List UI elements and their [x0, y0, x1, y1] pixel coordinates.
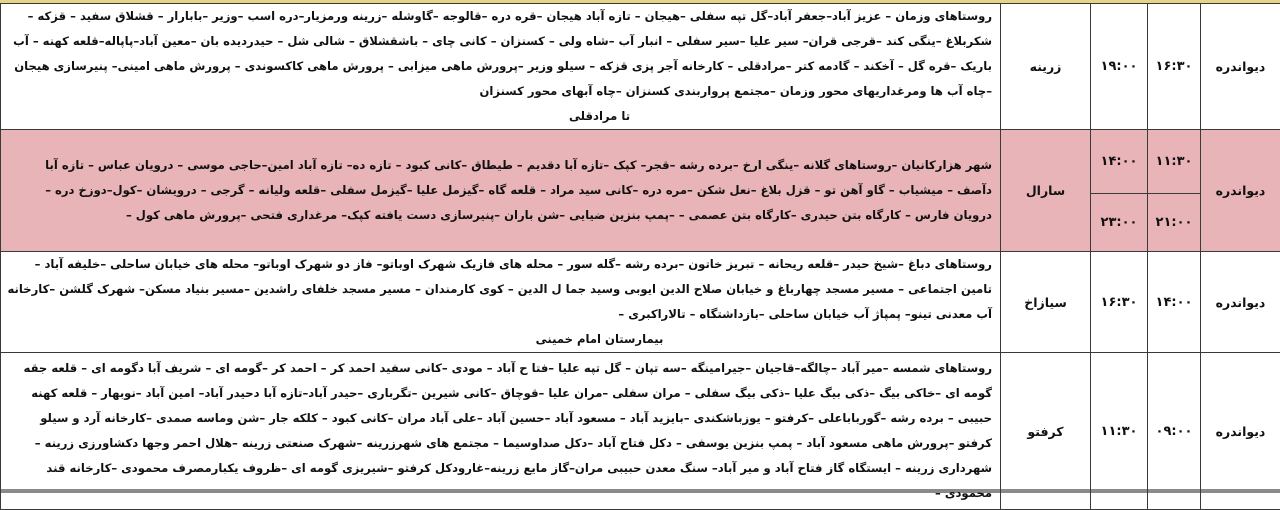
- outage-schedule-table: [0, 3, 1280, 510]
- start-time-cell: ۰۹:۰۰: [1148, 353, 1201, 510]
- end-time-cell: ۱۹:۰۰: [1091, 4, 1148, 130]
- table-row-highlighted: [1, 130, 1280, 194]
- district-cell: دیواندره: [1201, 130, 1280, 252]
- end-time-cell: ۲۳:۰۰: [1091, 194, 1148, 252]
- start-time-cell: ۱۴:۰۰: [1148, 252, 1201, 353]
- affected-areas-cell: [1, 353, 1001, 510]
- district-cell: دیواندره: [1201, 4, 1280, 130]
- end-time-cell: ۱۶:۳۰: [1091, 252, 1148, 353]
- feeder-cell: سارال: [1001, 130, 1091, 252]
- district-cell: دیواندره: [1201, 353, 1280, 510]
- start-time-cell: ۱۱:۳۰: [1148, 130, 1201, 194]
- affected-areas-cell: [1, 4, 1001, 130]
- affected-areas-tail: تا مرادقلی: [7, 104, 992, 129]
- affected-areas-text: شهر هزارکانیان –روستاهای گلانه –ینگی ارخ –برده رشه –قجر– کپک –تازه آبا دقدیم – طیطاق –کانی کبود – تازه ده– تازه آباد امین–حاجی موسی – درویان عباس – تازه آبا دآصف – میشیاب – گاو آهن تو – قزل بلاغ –نعل شکن –مره دره –کانی سید مراد – قلعه گاه –گیزمل علیا –گیزمل سفلی –قلعه ولیانه – گرجی – درویشان –کول–دوزخ دره – درویان فارس – کارگاه بتن حیدری –کارگاه بتن عصمی – –پمپ بنزین ضیایی –شن باران –پنیرسازی دست یافته کپک– مرغداری فتحی –پرورش ماهی کول –: [45, 158, 992, 222]
- feeder-cell: کرفتو: [1001, 353, 1091, 510]
- district-cell: دیواندره: [1201, 252, 1280, 353]
- feeder-cell: زرینه: [1001, 4, 1091, 130]
- affected-areas-text: روستاهای وزمان – عزیز آباد–جعفر آباد–گل تپه سفلی –هیجان – تازه آباد هیجان –قره دره –قالوجه –گاوشله –زرینه ورمزیار–دره اسب –وزیر –بابارار – قشلاق سفید – قزکه –شکربلاغ –ینگی کند –قرجی قران– سیر علیا –سیر سفلی – انبار آب –شاه ولی – کسنزان – کانی چای – باشقشلاق – شالی شل – حیدردیده بان –معین آباد–پاپاله–قلعه کهنه – آب باریک –قره گل – آخکند – گادمه کتر –مرادقلی – کارخانه آجر پزی قزکه – سیلو وزیر –پرورش ماهی میزابی – پرورش ماهی کاکسوندی – پرورش ماهی امینی– پنیرسازی هیجان –چاه آب ها ومرغداریهای محور وزمان –مجتمع پرواربندی کسنزان –چاه آبهای محور کسنزان: [13, 9, 992, 98]
- table-row: [1, 252, 1280, 353]
- end-time-cell: ۱۴:۰۰: [1091, 130, 1148, 194]
- affected-areas-text: روستاهای دباغ –شیخ حیدر –قلعه ریحانه – تبریز خاتون –برده رشه –گله سور – محله های فازیک شهرک اوباتو– فاز دو شهرک اوباتو– محله های خیابان ساحلی –خلیفه آباد –تامین اجتماعی – مسیر مسجد چهارباغ و خیابان صلاح الدین ایوبی وسید جما ل الدین – کوی کارمندان – مسیر مسجد خلفای راشدین –مسیر بنیاد مسکن– شهرک گلشن –کارخانه آب معدنی تینو– پمپاژ آب خیابان ساحلی –بازداشتگاه – تالاراکبری –: [8, 257, 992, 321]
- start-time-cell: ۲۱:۰۰: [1148, 194, 1201, 252]
- affected-areas-tail: بیمارستان امام خمینی: [7, 327, 992, 352]
- affected-areas-text: روستاهای شمسه –میر آباد –چالگه–قاجیان –جیرامینگه –سه تپان – گل تپه علیا –فتا ح آباد – مودی –کانی سفید احمد کر – احمد کر –گومه ای – شریف آبا دگومه ای – قلعه جقه گومه ای –خاکی بیگ –ذکی بیگ علیا –ذکی بیگ سفلی – مران سفلی –مران علیا –قوچاق –کانی شیرین –تگرباری –حیدر آباد–تازه آبا دحیدر آباد– امین آباد –نوبهار – قلعه کهنه حبیبی – برده رشه –گورباباعلی –کرفتو – یوزباشکندی –بایزید آباد – مسعود آباد –حسین آباد –علی آباد مران –کانی کبود – کلکه جار –شن وماسه صمدی –کارخانه آرد و سیلو کرفتو –پرورش ماهی مسعود آباد – پمپ بنزین یوسفی – دکل فتاح آباد –دکل صداوسیما – مجتمع های شهرزرینه –شهرک صنعتی زرینه –هلال احمر وجها دکشاورزی زرینه –شهرداری زرینه – ایستگاه گاز فتاح آباد و میر آباد– سنگ معدن حبیبی مران–گاز مایع زرینه–غارودکل کرفتو –شیریزی گومه ای –ظروف یکبارمصرف محمودی –کارخانه قند محمودی –: [24, 361, 992, 500]
- table-row: [1, 4, 1280, 130]
- affected-areas-cell: [1, 130, 1001, 252]
- start-time-cell: ۱۶:۳۰: [1148, 4, 1201, 130]
- feeder-cell: سیازاخ: [1001, 252, 1091, 353]
- table-row: [1, 353, 1280, 510]
- affected-areas-cell: [1, 252, 1001, 353]
- end-time-cell: ۱۱:۳۰: [1091, 353, 1148, 510]
